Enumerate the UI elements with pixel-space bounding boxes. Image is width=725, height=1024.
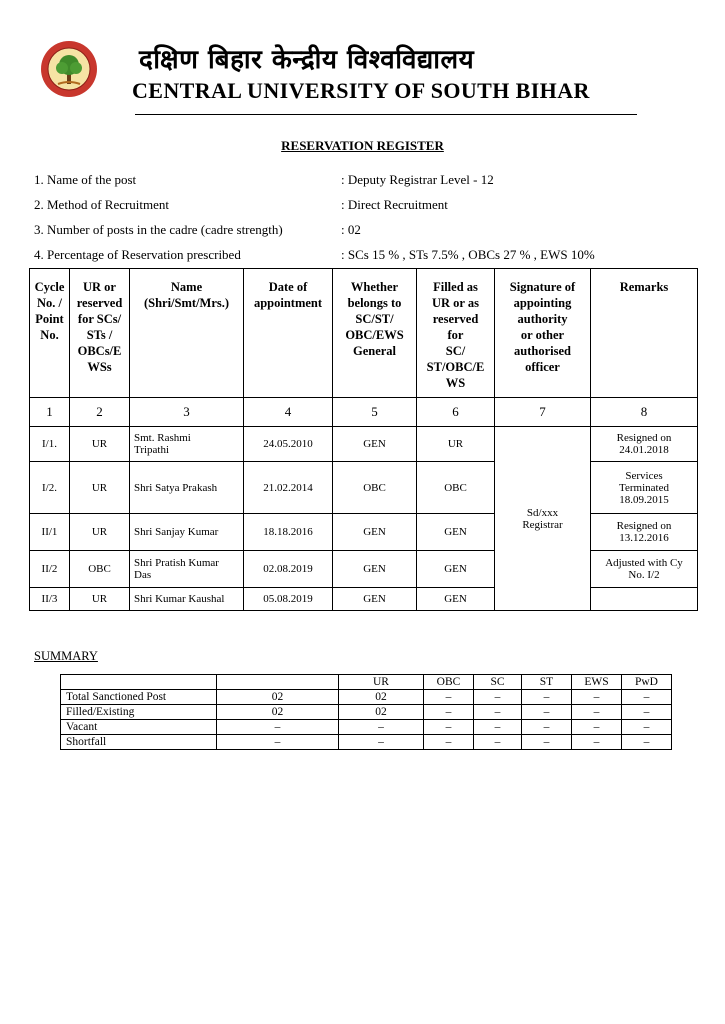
summary-cell: –: [572, 735, 622, 750]
cell-date: 05.08.2019: [244, 588, 333, 611]
summary-cell: –: [572, 690, 622, 705]
header-cycle: Cycle No. / Point No.: [30, 269, 70, 398]
summary-cell: –: [339, 720, 424, 735]
summary-cell: –: [474, 705, 522, 720]
table-row: [30, 427, 698, 462]
cell-name: Smt. Rashmi Tripathi: [130, 427, 244, 462]
table-row: [30, 588, 698, 611]
summary-header: UR: [339, 675, 424, 690]
summary-cell: –: [522, 735, 572, 750]
summary-header: EWS: [572, 675, 622, 690]
summary-cell: –: [622, 690, 672, 705]
summary-cell: 02: [217, 690, 339, 705]
info-value-method: : Direct Recruitment: [341, 197, 448, 212]
summary-header: SC: [474, 675, 522, 690]
cell-signature: Sd/xxx Registrar: [495, 427, 591, 611]
summary-table: [60, 674, 672, 750]
cell-name: Shri Sanjay Kumar: [130, 514, 244, 551]
cell-ur: UR: [70, 514, 130, 551]
cell-category: GEN: [333, 514, 417, 551]
summary-cell: –: [474, 735, 522, 750]
summary-header: [217, 675, 339, 690]
summary-cell: –: [622, 720, 672, 735]
summary-label: Vacant: [61, 720, 217, 735]
summary-cell: 02: [217, 705, 339, 720]
summary-header: ST: [522, 675, 572, 690]
info-label-strength: 3. Number of posts in the cadre (cadre strength): [34, 222, 283, 237]
summary-cell: –: [424, 705, 474, 720]
summary-header: [61, 675, 217, 690]
cell-ur: UR: [70, 427, 130, 462]
cell-filled: UR: [417, 427, 495, 462]
summary-row: [61, 690, 672, 705]
header-ur-reserved: UR or reserved for SCs/ STs / OBCs/E WSs: [70, 269, 130, 398]
summary-cell: 02: [339, 690, 424, 705]
cell-date: 21.02.2014: [244, 462, 333, 514]
cell-remarks: Services Terminated 18.09.2015: [591, 462, 698, 514]
cell-category: GEN: [333, 427, 417, 462]
header-filled: Filled as UR or as reserved for SC/ ST/OBC/E WS: [417, 269, 495, 398]
col-number: 1: [30, 398, 70, 427]
cell-date: 24.05.2010: [244, 427, 333, 462]
summary-cell: –: [217, 720, 339, 735]
cell-filled: OBC: [417, 462, 495, 514]
summary-cell: –: [522, 720, 572, 735]
header-row: [30, 269, 698, 398]
cell-remarks: Resigned on 24.01.2018: [591, 427, 698, 462]
header-divider: [135, 114, 637, 115]
summary-label: Total Sanctioned Post: [61, 690, 217, 705]
summary-row: [61, 705, 672, 720]
summary-cell: –: [522, 690, 572, 705]
summary-cell: –: [474, 720, 522, 735]
summary-row: [61, 735, 672, 750]
cell-name: Shri Satya Prakash: [130, 462, 244, 514]
column-number-row: [30, 398, 698, 427]
cell-filled: GEN: [417, 588, 495, 611]
col-number: 8: [591, 398, 698, 427]
table-row: [30, 514, 698, 551]
university-logo: [40, 40, 98, 98]
summary-label: Shortfall: [61, 735, 217, 750]
cell-category: GEN: [333, 551, 417, 588]
col-number: 7: [495, 398, 591, 427]
summary-cell: –: [622, 735, 672, 750]
header-name: Name (Shri/Smt/Mrs.): [130, 269, 244, 398]
summary-header-row: [61, 675, 672, 690]
cell-date: 02.08.2019: [244, 551, 333, 588]
info-value-post: : Deputy Registrar Level - 12: [341, 172, 494, 187]
summary-cell: –: [572, 705, 622, 720]
cell-category: GEN: [333, 588, 417, 611]
cell-name: Shri Pratish Kumar Das: [130, 551, 244, 588]
summary-cell: –: [424, 690, 474, 705]
cell-ur: OBC: [70, 551, 130, 588]
summary-header: PwD: [622, 675, 672, 690]
cell-name: Shri Kumar Kaushal: [130, 588, 244, 611]
summary-cell: –: [424, 735, 474, 750]
cell-remarks: Adjusted with Cy No. I/2: [591, 551, 698, 588]
summary-title: SUMMARY: [34, 649, 98, 663]
cell-remarks: [591, 588, 698, 611]
university-name-english: CENTRAL UNIVERSITY OF SOUTH BIHAR: [132, 78, 590, 103]
summary-cell: –: [217, 735, 339, 750]
table-row: [30, 551, 698, 588]
col-number: 2: [70, 398, 130, 427]
info-label-method: 2. Method of Recruitment: [34, 197, 170, 212]
summary-cell: –: [474, 690, 522, 705]
summary-cell: –: [622, 705, 672, 720]
summary-cell: –: [424, 720, 474, 735]
cell-cycle: I/1.: [30, 427, 70, 462]
cell-date: 18.18.2016: [244, 514, 333, 551]
header-date: Date of appointment: [244, 269, 333, 398]
info-value-strength: : 02: [341, 222, 361, 237]
col-number: 4: [244, 398, 333, 427]
summary-cell: 02: [339, 705, 424, 720]
col-number: 6: [417, 398, 495, 427]
cell-remarks: Resigned on 13.12.2016: [591, 514, 698, 551]
cell-ur: UR: [70, 588, 130, 611]
cell-ur: UR: [70, 462, 130, 514]
summary-row: [61, 720, 672, 735]
info-label-reservation: 4. Percentage of Reservation prescribed: [34, 247, 241, 262]
col-number: 3: [130, 398, 244, 427]
cell-cycle: II/3: [30, 588, 70, 611]
university-name-hindi: दक्षिण बिहार केन्द्रीय विश्वविद्यालय: [139, 45, 475, 75]
summary-label: Filled/Existing: [61, 705, 217, 720]
summary-cell: –: [339, 735, 424, 750]
summary-cell: –: [522, 705, 572, 720]
info-value-reservation: : SCs 15 % , STs 7.5% , OBCs 27 % , EWS 10%: [341, 247, 595, 262]
cell-filled: GEN: [417, 514, 495, 551]
header-remarks: Remarks: [591, 269, 698, 398]
summary-cell: –: [572, 720, 622, 735]
table-row: [30, 462, 698, 514]
header-signature: Signature of appointing authority or other authorised officer: [495, 269, 591, 398]
cell-cycle: II/1: [30, 514, 70, 551]
info-label-post: 1. Name of the post: [34, 172, 137, 187]
document-title: RESERVATION REGISTER: [281, 138, 444, 153]
summary-header: OBC: [424, 675, 474, 690]
reservation-register-table: [29, 268, 698, 611]
header-category: Whether belongs to SC/ST/ OBC/EWS General: [333, 269, 417, 398]
cell-cycle: II/2: [30, 551, 70, 588]
col-number: 5: [333, 398, 417, 427]
cell-filled: GEN: [417, 551, 495, 588]
cell-category: OBC: [333, 462, 417, 514]
cell-cycle: I/2.: [30, 462, 70, 514]
